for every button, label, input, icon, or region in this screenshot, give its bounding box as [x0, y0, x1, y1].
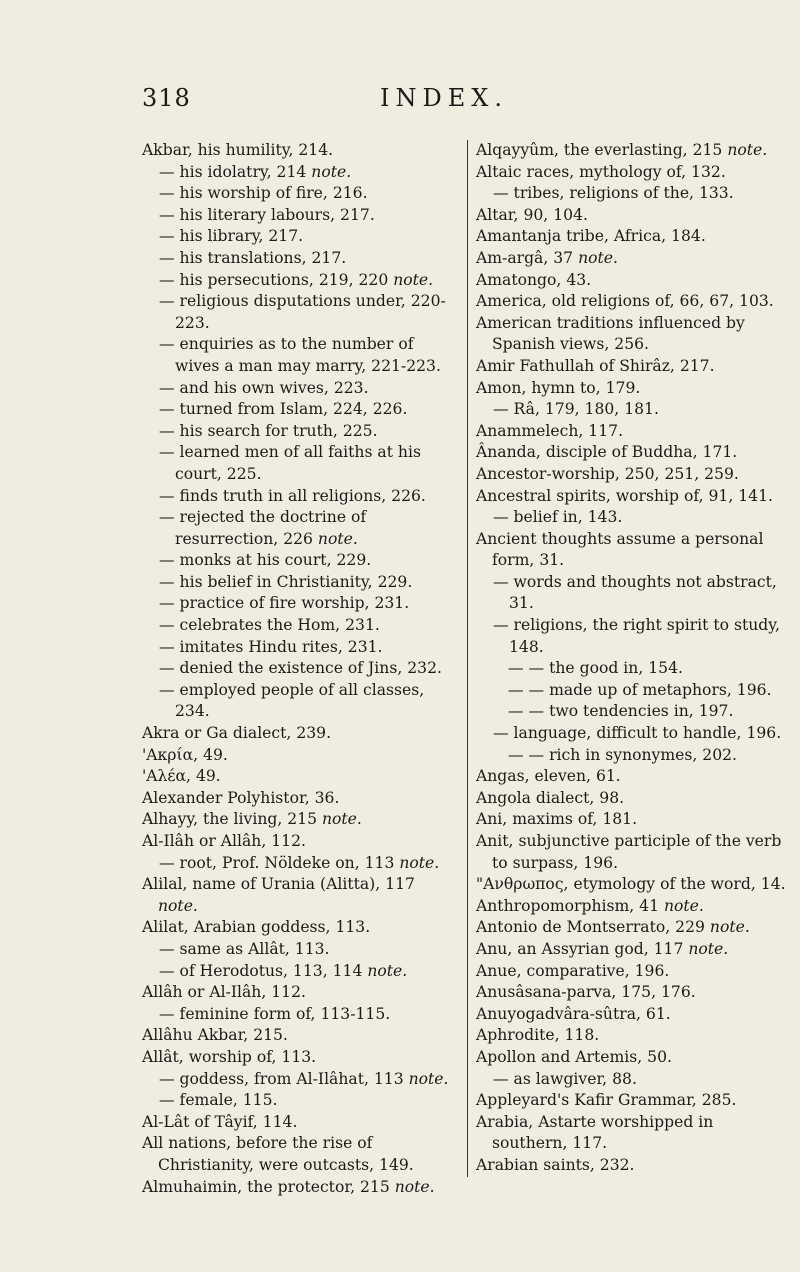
index-entry-text: Antonio de Montserrato, 229 [476, 918, 710, 937]
index-entry-text: Ani, maxims of, 181. [476, 810, 638, 829]
index-entry-text: All nations, before the rise of Christianity, were outcasts, 149. [142, 1134, 414, 1174]
index-entry [476, 939, 791, 961]
index-entry [476, 766, 791, 788]
index-entry-text: — his belief in Christianity, 229. [159, 572, 413, 591]
index-entry-text: — employed people of all classes, 234. [159, 680, 425, 721]
index-entry [142, 140, 452, 162]
index-entry [142, 723, 452, 745]
index-entry-note: note. [367, 961, 408, 980]
index-entry-text: — his idolatry, 214 [159, 162, 312, 181]
index-entry-text: Anuyogadvâra-sûtra, 61. [476, 1004, 671, 1023]
index-entry-text: — monks at his court, 229. [159, 551, 372, 570]
index-entry-text: — language, difficult to handle, 196. [493, 724, 782, 743]
index-entry [476, 140, 791, 162]
index-entry-note: note. [393, 270, 434, 289]
index-entry [476, 701, 791, 723]
index-entry-text: Alexander Polyhistor, 36. [142, 788, 340, 807]
index-entry-note: note. [394, 1177, 435, 1196]
index-entry [476, 507, 791, 529]
page-header [142, 84, 740, 120]
index-entry-text: — same as Allât, 113. [159, 939, 330, 958]
index-entry [476, 680, 791, 702]
index-entry [142, 550, 452, 572]
index-entry-text: Apollon and Artemis, 50. [476, 1047, 672, 1066]
index-entry-text: — his translations, 217. [159, 248, 347, 267]
index-entry-text: — his search for truth, 225. [159, 421, 378, 440]
index-entry-text: — rejected the doctrine of resurrection, 226 [159, 508, 367, 548]
index-entry [142, 1090, 452, 1112]
index-entry [142, 637, 452, 659]
index-entry-text: — as lawgiver, 88. [493, 1069, 637, 1088]
index-entry-note: note. [311, 162, 352, 181]
index-entry-text: Angas, eleven, 61. [476, 767, 621, 786]
index-entry [476, 399, 791, 421]
index-entry [142, 745, 452, 767]
index-entry-note: note. [709, 918, 750, 937]
index-entry-text: Alilat, Arabian goddess, 113. [142, 918, 371, 937]
index-entry [476, 1112, 791, 1155]
index-entry-text: Allâhu Akbar, 215. [142, 1026, 288, 1045]
index-entry [476, 205, 791, 227]
index-entry [476, 226, 791, 248]
index-entry-text: — goddess, from Al-Ilâhat, 113 [159, 1069, 409, 1088]
index-entry [142, 982, 452, 1004]
index-entry [142, 766, 452, 788]
index-entry-note: note. [317, 529, 358, 548]
index-entry-text: Arabia, Astarte worshipped in southern, 117. [476, 1112, 714, 1153]
index-entry [142, 507, 452, 550]
index-entry [476, 896, 791, 918]
index-entry-text: — his worship of fire, 216. [159, 184, 368, 203]
index-entry-text: — celebrates the Hom, 231. [159, 616, 380, 635]
index-entry-text: Amon, hymn to, 179. [476, 378, 641, 397]
index-entry [142, 399, 452, 421]
index-entry-text: Ancestral spirits, worship of, 91, 141. [476, 486, 773, 505]
index-entry [476, 982, 791, 1004]
index-entry-text: Alqayyûm, the everlasting, 215 [476, 141, 728, 159]
index-entry-text: — tribes, religions of the, 133. [493, 184, 734, 203]
index-entry [142, 183, 452, 205]
index-entry [142, 615, 452, 637]
index-entry [142, 270, 452, 292]
index-entry-note: note. [663, 896, 704, 915]
index-entry [142, 248, 452, 270]
index-entry-text: — his library, 217. [159, 227, 304, 246]
index-entry-text: Anusâsana-parva, 175, 176. [476, 983, 696, 1002]
index-entry [476, 917, 791, 939]
index-entry [142, 421, 452, 443]
index-entry-text: 'Ακρία, 49. [142, 745, 228, 764]
index-entry-text: Anue, comparative, 196. [476, 961, 670, 980]
index-entry-text: — — made up of metaphors, 196. [508, 680, 772, 699]
index-entry [476, 723, 791, 745]
index-entry [142, 205, 452, 227]
index-entry-text: Allât, worship of, 113. [142, 1047, 317, 1066]
index-entry-text: — his literary labours, 217. [159, 205, 375, 224]
index-entry-text: Allâh or Al-Ilâh, 112. [142, 983, 306, 1002]
index-entry-text: — imitates Hindu rites, 231. [159, 637, 383, 656]
index-entry [476, 421, 791, 443]
index-entry [476, 529, 791, 572]
index-entry-text: Ancient thoughts assume a personal form, 31. [476, 529, 764, 570]
index-entry-text: — finds truth in all religions, 226. [159, 486, 426, 505]
index-entry-note: note. [578, 248, 618, 267]
index-entry-text: Am-argâ, 37 [476, 248, 579, 267]
index-entry [142, 1047, 452, 1069]
index-entry-text: — feminine form of, 113-115. [159, 1004, 391, 1023]
index-entry-text: — — the good in, 154. [508, 659, 683, 678]
index-entry-text: America, old religions of, 66, 67, 103. [476, 292, 774, 311]
index-entry [476, 313, 791, 356]
index-entry-text: — and his own wives, 223. [159, 378, 369, 397]
index-entry-text: Ancestor-worship, 250, 251, 259. [476, 464, 739, 483]
index-entry [476, 572, 791, 615]
index-entry [476, 356, 791, 378]
index-entry-text: Arabian saints, 232. [476, 1155, 635, 1174]
index-entry-text: Anit, subjunctive participle of the verb to surpass, 196. [476, 832, 782, 872]
index-entry [142, 162, 452, 184]
index-entry-text: Ânanda, disciple of Buddha, 171. [476, 443, 738, 462]
index-entry [142, 961, 452, 983]
index-entry-text: Altaic races, mythology of, 132. [476, 162, 726, 181]
index-entry-note: note. [158, 896, 198, 915]
index-entry-text: — turned from Islam, 224, 226. [159, 400, 408, 419]
index-entry [142, 486, 452, 508]
index-entry [142, 939, 452, 961]
index-entry [476, 442, 791, 464]
index-entry [142, 226, 452, 248]
index-entry [142, 658, 452, 680]
index-entry [476, 1090, 791, 1112]
index-entry-text: Amir Fathullah of Shirâz, 217. [476, 356, 715, 375]
index-entry [476, 162, 791, 184]
index-entry [142, 1025, 452, 1047]
index-entry [142, 680, 452, 723]
index-entry-text: Anthropomorphism, 41 [476, 896, 664, 915]
index-entry-note: note. [321, 810, 362, 829]
index-entry [142, 378, 452, 400]
index-entry [142, 572, 452, 594]
index-entry-note: note. [399, 853, 440, 872]
index-entry [142, 809, 452, 831]
index-entry-text: 'Αλέα, 49. [142, 767, 221, 786]
index-entry-text: Altar, 90, 104. [476, 205, 588, 224]
index-entry-text: — learned men of all faiths at his court, 225. [159, 443, 421, 483]
index-entry-text: — female, 115. [159, 1091, 278, 1110]
index-entry [476, 378, 791, 400]
running-title: INDEX. [380, 84, 508, 112]
index-entry [476, 1025, 791, 1047]
index-entry [142, 831, 452, 853]
index-entry-text: — his persecutions, 219, 220 [159, 270, 394, 289]
index-entry-note: note. [688, 939, 729, 958]
index-entry-text: Amantanja tribe, Africa, 184. [476, 227, 706, 246]
index-entry-text: Anammelech, 117. [476, 421, 624, 440]
index-entry-text: — religious disputations under, 220-223. [159, 292, 446, 332]
index-entry [476, 788, 791, 810]
index-entry [476, 745, 791, 767]
index-entry-text: Akra or Ga dialect, 239. [142, 724, 332, 743]
index-entry-text: — practice of fire worship, 231. [159, 594, 410, 613]
index-entry-text: Al-Ilâh or Allâh, 112. [142, 832, 306, 850]
index-entry [142, 291, 452, 334]
index-entry [476, 248, 791, 270]
index-entry-text: Appleyard's Kafir Grammar, 285. [476, 1091, 737, 1110]
index-entry [476, 874, 791, 896]
index-entry-text: — enquiries as to the number of wives a man may marry, 221-223. [159, 335, 441, 375]
index-entry [142, 788, 452, 810]
index-entry-text: Angola dialect, 98. [476, 788, 625, 807]
index-entry [476, 1004, 791, 1026]
index-column-left [142, 140, 452, 1198]
index-entry-text: Alhayy, the living, 215 [142, 810, 322, 829]
index-entry [142, 1133, 452, 1176]
index-entry-text: — root, Prof. Nöldeke on, 113 [159, 853, 400, 872]
index-entry-text: — — two tendencies in, 197. [508, 702, 734, 721]
index-entry-text: Anu, an Assyrian god, 117 [476, 939, 689, 958]
index-entry-text: "Ανθρωπος, etymology of the word, 14. [476, 875, 786, 894]
index-entry-text: — Râ, 179, 180, 181. [493, 400, 659, 419]
index-entry-text: Almuhaimin, the protector, 215 [142, 1177, 395, 1196]
index-entry [142, 1004, 452, 1026]
index-column-right [467, 140, 791, 1177]
index-entry [476, 183, 791, 205]
index-entry [476, 809, 791, 831]
index-entry-text: Amatongo, 43. [476, 270, 592, 289]
index-entry-text: Alilal, name of Urania (Alitta), 117 [142, 875, 415, 894]
index-entry-text: — religions, the right spirit to study, 148. [493, 616, 780, 656]
index-entry-note: note. [727, 141, 768, 159]
index-entry-text: — belief in, 143. [493, 508, 623, 527]
index-entry-text: — of Herodotus, 113, 114 [159, 961, 368, 980]
index-entry [476, 1069, 791, 1091]
index-entry [142, 917, 452, 939]
index-entry [476, 1047, 791, 1069]
index-entry [142, 1177, 452, 1199]
index-entry-text: Aphrodite, 118. [476, 1026, 600, 1045]
index-entry [476, 270, 791, 292]
index-entry-text: Al-Lât of Tâyif, 114. [142, 1112, 298, 1131]
index-entry [476, 464, 791, 486]
index-entry [142, 334, 452, 377]
index-entry [476, 615, 791, 658]
index-entry [476, 961, 791, 983]
index-entry-text: American traditions influenced by Spanish views, 256. [476, 313, 745, 354]
index-entry-text: Akbar, his humility, 214. [142, 141, 334, 159]
index-entry [476, 831, 791, 874]
index-entry [142, 442, 452, 485]
page-number: 318 [142, 84, 191, 112]
index-entry-text: — denied the existence of Jins, 232. [159, 659, 442, 678]
index-entry [142, 1069, 452, 1091]
index-entry-text: — words and thoughts not abstract, 31. [493, 572, 777, 613]
index-entry [142, 853, 452, 875]
index-entry [142, 593, 452, 615]
index-entry [142, 874, 452, 917]
index-entry [476, 486, 791, 508]
index-entry [476, 658, 791, 680]
index-entry [476, 1155, 791, 1177]
index-entry [476, 291, 791, 313]
index-entry [142, 1112, 452, 1134]
index-entry-note: note. [408, 1069, 449, 1088]
index-entry-text: — — rich in synonymes, 202. [508, 745, 738, 764]
